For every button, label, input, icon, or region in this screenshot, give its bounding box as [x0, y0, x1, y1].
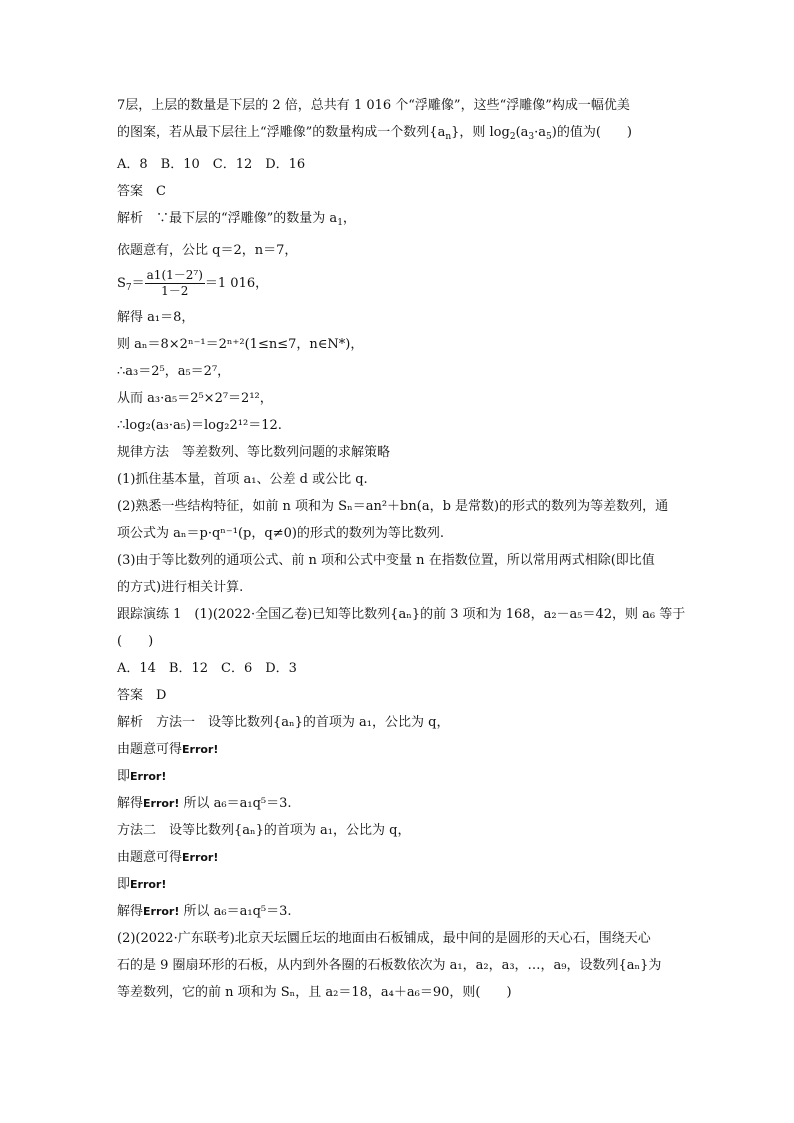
sub-3: 3 [528, 132, 535, 142]
practice1-answer: 答案 D [117, 688, 167, 703]
method-p2-line1: (2)熟悉一些结构特征，如前 n 项和为 Sₙ＝an²＋bn(a，b 是常数)的形式的数列为等差数列，通 [117, 499, 669, 514]
method2-line3-text: 解得 [117, 904, 144, 919]
method-p3-line2: 的方式)进行相关计算. [117, 580, 244, 595]
error-text: Error! [182, 743, 219, 756]
problem2-line1: (2)(2022·广东联考)北京天坛圜丘坛的地面由石板铺成，最中间的是圆形的天心石，围绕天心 [117, 931, 651, 946]
method2-intro: 方法二 设等比数列{aₙ}的首项为 a₁，公比为 q， [117, 823, 411, 838]
s7-numerator: a1(1－2⁷) [146, 268, 203, 282]
method1-line1-text: 由题意可得 [117, 742, 183, 757]
error-text: Error! [182, 851, 219, 864]
problem2-line3: 等差数列，它的前 n 项和为 Sₙ，且 a₂＝18，a₄＋a₆＝90，则( ) [117, 985, 512, 1000]
problem2-line2: 石的是 9 圈扇环形的石板，从内到外各圈的石板数依次为 a₁，a₂，a₃，…，a₉，设数列{aₙ}为 [117, 958, 662, 973]
method2-line2 [117, 871, 683, 898]
method-title: 规律方法 等差数列、等比数列问题的求解策略 [117, 445, 391, 460]
method1-line3-tail: 所以 a₆＝a₁q⁵＝3. [179, 796, 292, 811]
problem1-answer: 答案 C [117, 184, 166, 199]
method1-intro: 解析 方法一 设等比数列{aₙ}的首项为 a₁，公比为 q， [117, 715, 450, 730]
method2-line2-text: 即 [117, 877, 131, 892]
sub-7: 7 [125, 283, 132, 293]
problem1-given: 依题意有，公比 q＝2，n＝7， [117, 243, 298, 258]
method1-line2 [117, 763, 683, 790]
method1-line3 [117, 790, 683, 817]
problem1-line2: 的图案，若从最下层往上“浮雕像”的数量构成一个数列$\{a_n\}$，则 $\log_2(a_3\cdot a_5)$的值为( ) [117, 125, 632, 142]
solve-a1: 解得 a₁＝8， [117, 310, 195, 325]
practice1-options: A．14 B．12 C．6 D．3 [117, 661, 297, 676]
error-text: Error! [143, 905, 180, 918]
sub-1: 1 [337, 218, 343, 228]
s7-symbol: S [117, 276, 126, 291]
method1-line2-text: 即 [117, 769, 131, 784]
method2-line1 [117, 844, 683, 871]
log-result: ∴log₂(a₃·a₅)＝log₂2¹²＝12. [117, 418, 282, 433]
error-text: Error! [130, 770, 167, 783]
problem1-options: A．8 B．10 C．12 D．16 [117, 157, 306, 172]
error-text: Error! [143, 797, 180, 810]
method1-line3-text: 解得 [117, 796, 144, 811]
document-body [117, 92, 686, 1006]
problem1-line2-a: 的图案，若从最下层往上“浮雕像”的数量构成一个数列{a [117, 125, 446, 140]
s7-denominator: 1－2 [161, 284, 189, 298]
analysis-intro: 解析 ∵最下层的“浮雕像”的数量为 a [117, 211, 338, 226]
method-p3-line1: (3)由于等比数列的通项公式、前 n 项和公式中变量 n 在指数位置，所以常用两式相除(即比值 [117, 553, 655, 568]
sub-2: 2 [509, 132, 516, 142]
method-p1: (1)抓住基本量，首项 a₁、公差 d 或公比 q. [117, 472, 368, 487]
problem1-line2-c: (a [515, 125, 529, 140]
s7-value: ＝1 016， [204, 276, 269, 291]
error-text: Error! [130, 878, 167, 891]
an-formula: 则 aₙ＝8×2ⁿ⁻¹＝2ⁿ⁺²(1≤n≤7，n∈N*)， [117, 337, 364, 352]
method1-line1 [117, 736, 683, 763]
a3-a5: ∴a₃＝2⁵，a₅＝2⁷， [117, 364, 231, 379]
problem1-line2-b: }，则 log [451, 125, 510, 140]
method-p2-line2: 项公式为 aₙ＝p·qⁿ⁻¹(p，q≠0)的形式的数列为等比数列. [117, 526, 445, 541]
practice1-question-line2: ( ) [117, 634, 154, 649]
practice1-question-line1: 跟踪演练 1 (1)(2022·全国乙卷)已知等比数列{aₙ}的前 3 项和为 168，a₂－a₅＝42，则 a₆ 等于 [117, 607, 686, 622]
problem1-line2-d: )的值为( ) [551, 125, 632, 140]
s7-formula: $S_7=$ $\frac{\text{a1(1－2⁷)}}{1-2}$ ＝1 016， [117, 268, 269, 298]
method2-line1-text: 由题意可得 [117, 850, 183, 865]
problem1-analysis: 解析 ∵最下层的“浮雕像”的数量为 $a_1$， [117, 211, 356, 228]
product: 从而 a₃·a₅＝2⁵×2⁷＝2¹²， [117, 391, 273, 406]
problem1-line1: 7层，上层的数量是下层的 2 倍，总共有 1 016 个“浮雕像”，这些“浮雕像”构成一幅优美 [117, 98, 630, 113]
method2-line3-tail: 所以 a₆＝a₁q⁵＝3. [179, 904, 292, 919]
s7-fraction [145, 268, 205, 299]
sub-5: 5 [546, 132, 552, 142]
sub-n: n [445, 132, 452, 142]
method2-line3 [117, 898, 683, 925]
